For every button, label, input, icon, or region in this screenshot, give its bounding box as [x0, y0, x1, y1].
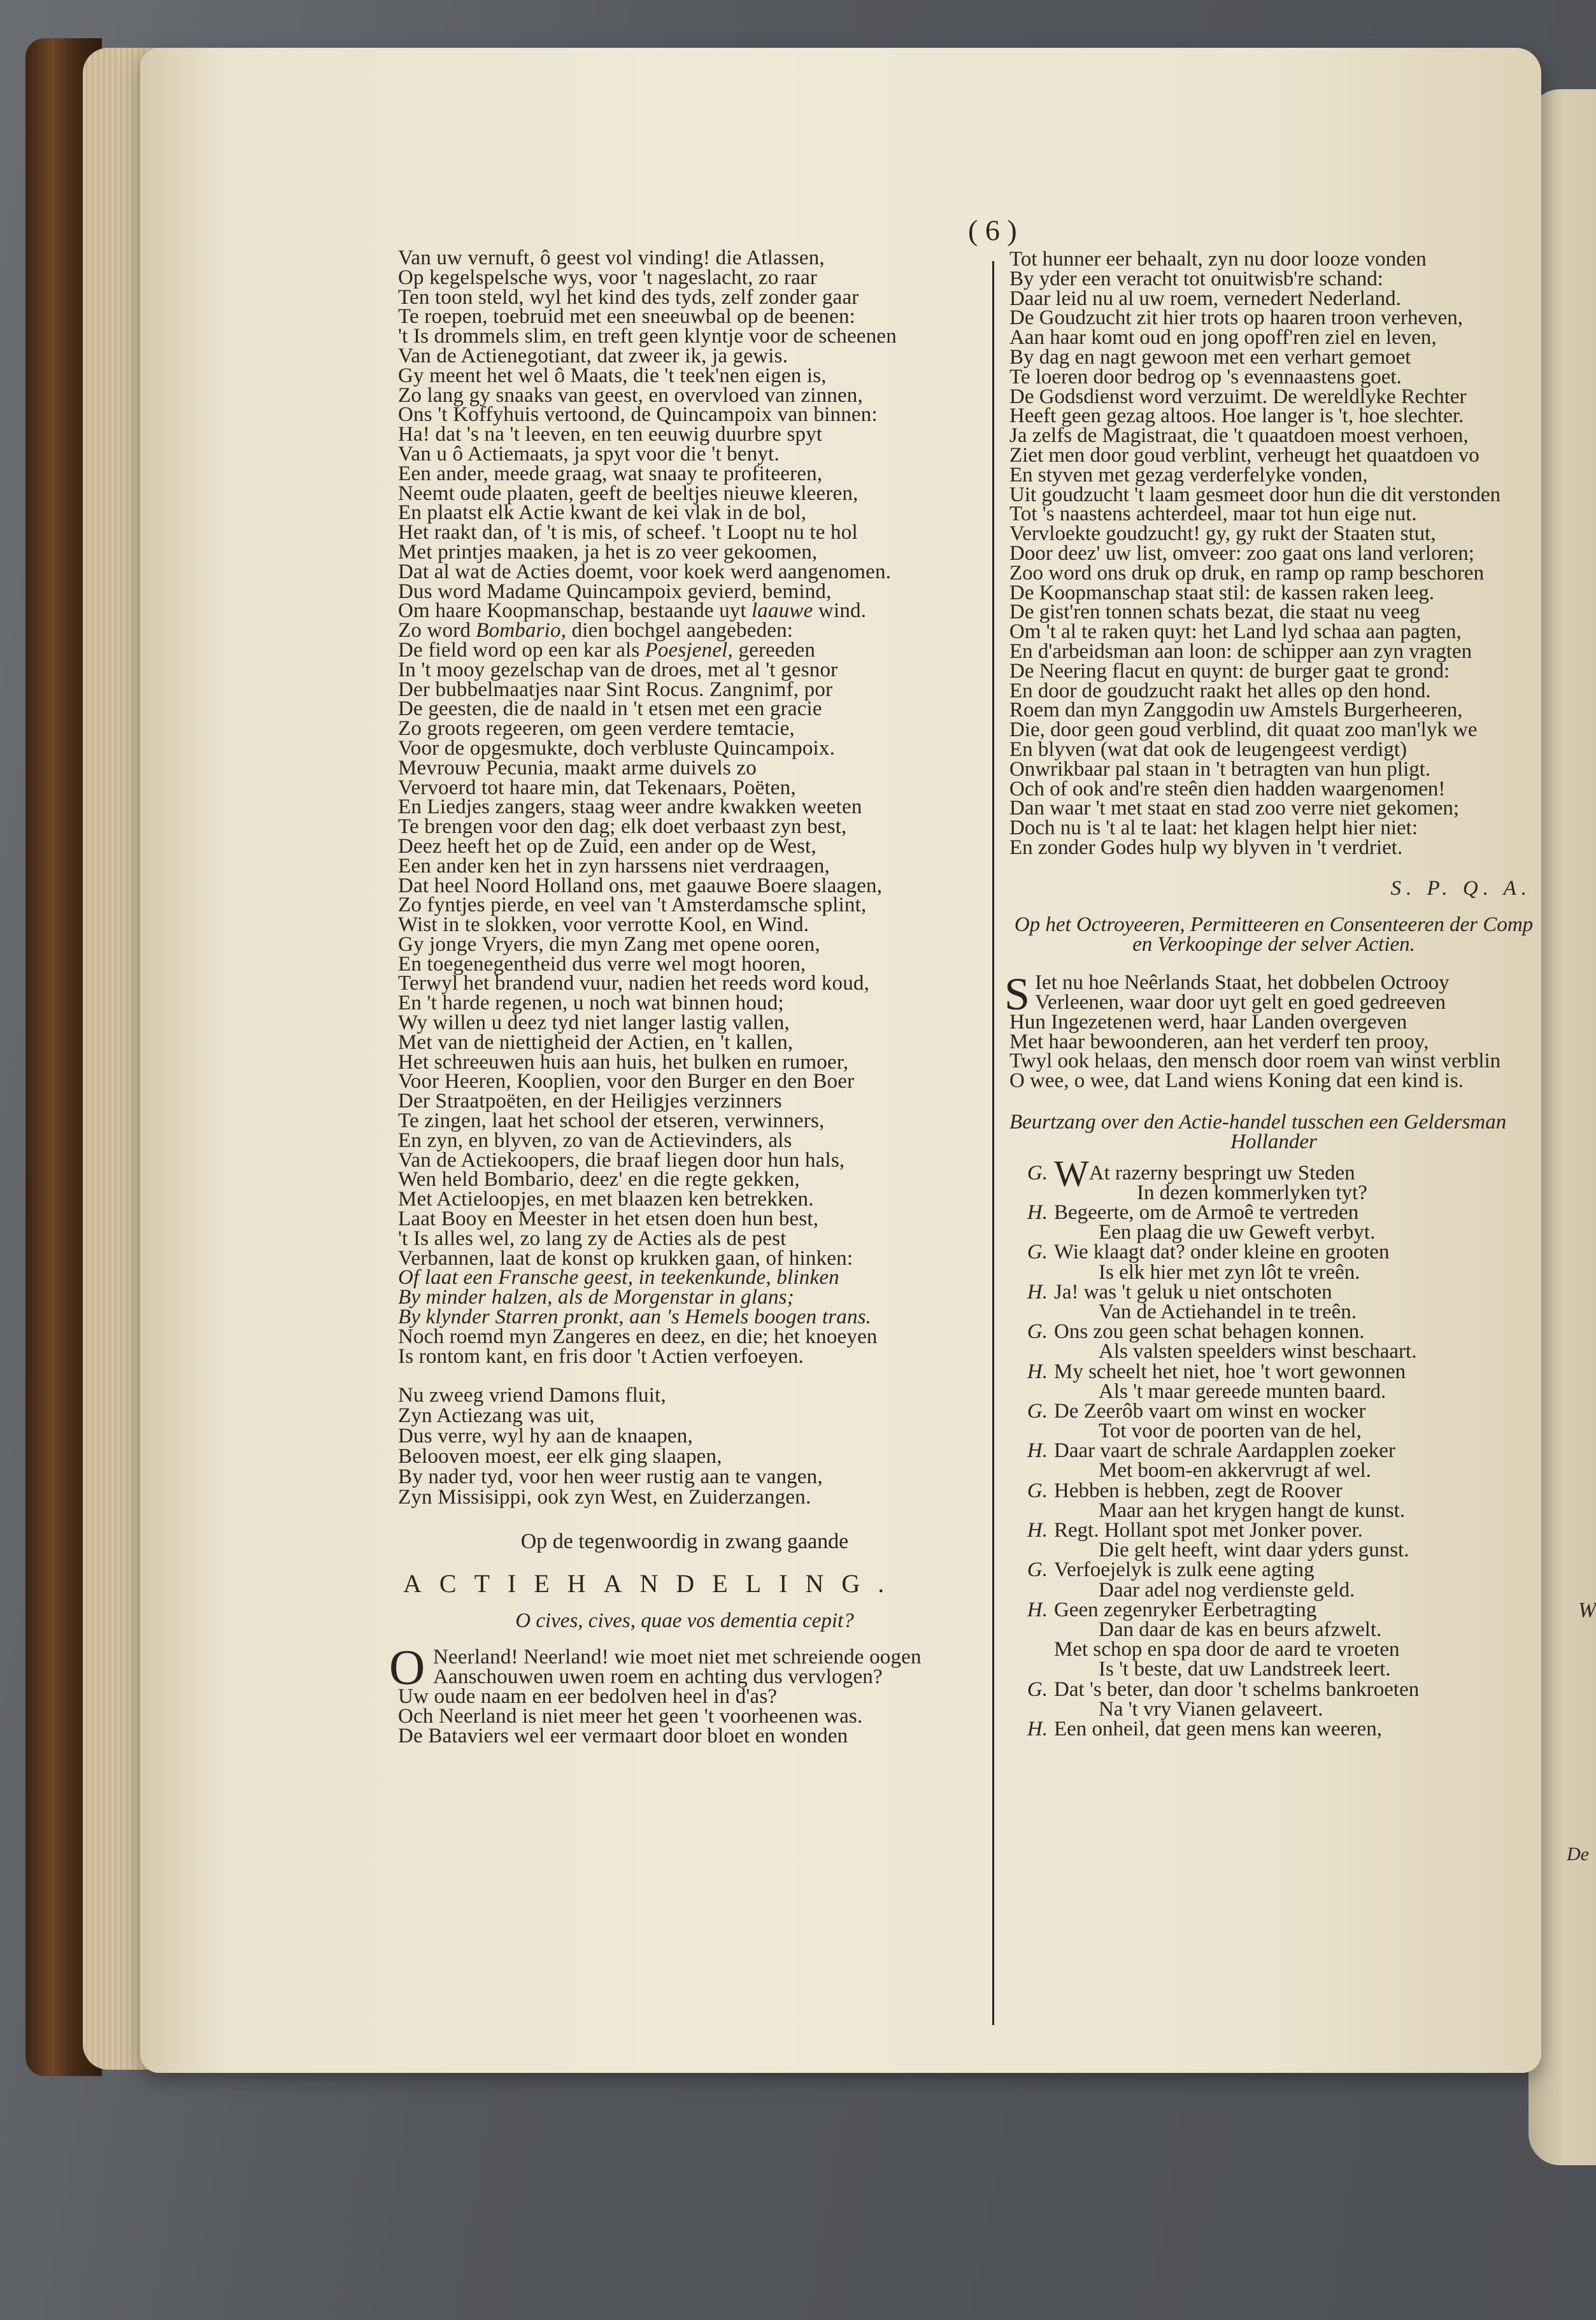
verse-line: De Goudzucht zit hier trots op haaren troon verheven, — [1009, 306, 1463, 330]
page-number: ( 6 ) — [968, 214, 1017, 246]
dialog-line — [1009, 1342, 1538, 1362]
heading-line: Beurtzang over den Actie-handel tusschen een Geldersman — [1009, 1111, 1507, 1134]
verse-line: Te brengen voor den dag; elk doet verbaast zyn best, — [398, 815, 847, 839]
dialog-text: Als 't maar gereede munten baard. — [1099, 1379, 1386, 1403]
dialog-line — [1009, 1719, 1538, 1739]
verse-line: Van de Actienegotiant, dat zweer ik, ja gewis. — [398, 344, 788, 367]
dialog-line — [1009, 1362, 1538, 1382]
verse-line: Onwrikbaar pal staan in 't betragten van hun pligt. — [1009, 757, 1431, 781]
next-page-fragment-w: W — [1578, 1598, 1596, 1622]
dialog-text: Geen zegenryker Eerbetragting — [1054, 1598, 1317, 1621]
verse-line: Met van de niettigheid der Actien, en 't kallen, — [398, 1030, 794, 1054]
verse-text: De field word op een kar als — [398, 638, 640, 662]
dialog-line — [1009, 1560, 1538, 1580]
heading-line: Hollander — [1230, 1130, 1317, 1153]
verse-line: Gy jonge Vryers, die myn Zang met opene ooren, — [398, 932, 820, 956]
verse-line: Van u ô Actiemaats, ja spyt voor die 't benyt. — [398, 442, 780, 466]
verse-line: Dat heel Noord Holland ons, met gaauwe Boere slaagen, — [398, 874, 883, 897]
octrooi-heading — [1009, 915, 1538, 955]
verse-line: En 't harde regenen, u noch wat binnen houd; — [398, 992, 784, 1015]
verse-line: Och of ook and're steên dien hadden waargenomen! — [1009, 777, 1446, 801]
verse-line: Ha! dat 's na 't leeven, en ten eeuwig duurbre spyt — [398, 423, 823, 446]
dialog-text: Ja! was 't geluk u niet ontschoten — [1054, 1280, 1332, 1304]
verse-line: Een ander ken het in zyn harssens niet verdraagen, — [398, 854, 830, 878]
verse-line: Hun Ingezetenen werd, haar Landen overgeven — [1009, 1010, 1407, 1034]
verse-line: De geesten, die de naald in 't etsen met een gracie — [398, 697, 822, 721]
dialog-line — [1009, 1223, 1538, 1242]
dialog-text: Ons zou geen schat behagen konnen. — [1054, 1320, 1365, 1344]
verse-line: Van de Actiekoopers, die braaf liegen door hun hals, — [398, 1148, 845, 1172]
dialog-line — [1009, 1183, 1538, 1203]
beurtzang-dialog — [1009, 1152, 1538, 1740]
verse-line: Roem dan myn Zanggodin uw Amstels Burgerheeren, — [1009, 699, 1463, 722]
verse-line: Wen held Bombario, deez' en die regte gekken, — [398, 1168, 800, 1192]
dialog-text: Met schop en spa door de aard te vroeten — [1054, 1638, 1400, 1662]
verse-line: En door de goudzucht raakt het alles op den hond. — [1009, 679, 1431, 702]
speaker-label: G. — [1027, 1320, 1048, 1344]
verse-line: 't Is alles wel, zo lang zy de Acties als de pest — [398, 1227, 787, 1250]
dialog-text: In dezen kommerlyken tyt? — [1137, 1181, 1367, 1204]
verse-line: Zyn Actiezang was uit, — [398, 1404, 595, 1428]
column-divider — [992, 261, 994, 2025]
verse-line: Voor Heeren, Kooplien, voor den Burger en den Boer — [398, 1070, 855, 1093]
verse-text: dien bochgel aangebeden: — [566, 619, 794, 643]
drop-cap-w: W — [1054, 1152, 1089, 1194]
latin-motto: O cives, cives, quae vos dementia cepit? — [515, 1609, 854, 1633]
beurtzang-heading — [1009, 1113, 1538, 1152]
dialog-text: De Zeerôb vaart om winst en wocker — [1054, 1399, 1366, 1423]
verse-line: Vervoerd tot haare min, dat Tekenaars, Poëten, — [398, 776, 796, 799]
speaker-label: G. — [1027, 1399, 1048, 1423]
dialog-text: Een onheil, dat geen mens kan weeren, — [1054, 1717, 1382, 1740]
verse-line — [398, 638, 971, 662]
dialog-line — [1009, 1600, 1538, 1620]
verse-line: By yder een veracht tot onuitwisb're schand: — [1009, 267, 1383, 290]
drop-cap-s: S — [1004, 969, 1030, 1020]
verse-line: Laat Booy en Meester in het etsen doen hun best, — [398, 1207, 819, 1231]
dialog-line — [1009, 1640, 1538, 1660]
dialog-line — [1009, 1660, 1538, 1679]
verse-line: Heeft geen gezag altoos. Hoe langer is 't, hoe slechter. — [1009, 404, 1464, 428]
dialog-line — [1009, 1322, 1538, 1342]
dialog-text: Verfoejelyk is zulk eene agting — [1054, 1558, 1315, 1582]
verse-line: Ziet men door goud verblint, verheugt het quaatdoen vo — [1009, 443, 1479, 467]
verse-line: Een ander, meede graag, wat snaay te profiteeren, — [398, 462, 823, 485]
dialog-line — [1009, 1399, 1538, 1423]
verse-line: In 't mooy gezelschap van de droes, met al 't gesnor — [398, 658, 838, 681]
verse-line: Ja zelfs de Magistraat, die 't quaatdoen moest verhoen, — [1009, 424, 1469, 448]
speaker-label: H. — [1027, 1439, 1048, 1463]
signature-spqa: S. P. Q. A. — [1390, 876, 1532, 900]
dialog-text: Tot voor de poorten van de hel, — [1099, 1420, 1362, 1443]
verse-line: Dus word Madame Quincampoix gevierd, bemind, — [398, 580, 832, 603]
dialog-line — [1009, 1421, 1538, 1441]
verse-line: Dat al wat de Acties doemt, voor koek werd aangenomen. — [398, 560, 892, 583]
octrooi-poem — [1004, 969, 1538, 1093]
verse-line: De gist'ren tonnen schats bezat, die staat nu veeg — [1009, 601, 1420, 624]
dialog-text: Regt. Hollant spot met Jonker pover. — [1054, 1519, 1363, 1542]
dialog-line — [1009, 1521, 1538, 1541]
dialog-line — [1009, 1541, 1538, 1560]
verse-line: Der bubbelmaatjes naar Sint Rocus. Zangnimf, por — [398, 678, 833, 701]
dialog-line — [1009, 1578, 1538, 1602]
verse-line: Wy willen u deez tyd niet langer lastig vallen, — [398, 1011, 790, 1035]
verse-line: Ons 't Koffyhuis vertoond, de Quincampoix van binnen: — [398, 403, 878, 427]
dialog-text: Daar vaart de schrale Aardapplen zoeker — [1054, 1439, 1395, 1463]
speaker-label: G. — [1027, 1241, 1048, 1264]
verse-text: gereeden — [733, 638, 816, 662]
verse-line: Doch nu is 't al te laat: het klagen helpt hier niet: — [1009, 816, 1418, 840]
verse-line: Tot 's naastens achterdeel, maar tot hun eige nut. — [1009, 502, 1417, 526]
verse-line: Aanschouwen uwen roem en achting dus vervlogen? — [433, 1665, 883, 1689]
verse-line: En zonder Godes hulp wy blyven in 't verdriet. — [1009, 836, 1403, 859]
verse-line: Van uw vernuft, ô geest vol vinding! die Atlassen, — [398, 246, 825, 269]
verse-line: Dus verre, wyl hy aan de knaapen, — [398, 1425, 693, 1448]
verse-line: Ten toon steld, wyl het kind des tyds, zelf zonder gaar — [398, 285, 859, 309]
dialog-line — [1009, 1242, 1538, 1262]
speaker-label: H. — [1027, 1201, 1048, 1225]
dialog-line — [1009, 1379, 1538, 1403]
dialog-line — [1009, 1498, 1538, 1522]
verse-line: Het schreeuwen huis aan huis, het bulken en rumoer, — [398, 1050, 849, 1074]
dialog-text: My scheelt het niet, hoe 't wort gewonnen — [1054, 1360, 1406, 1383]
dialog-text: Dan daar de kas en beurs afzwelt. — [1099, 1618, 1382, 1641]
dialog-line — [1009, 1441, 1538, 1461]
verse-line: Zoo word ons druk op druk, en ramp op ramp beschoren — [1009, 561, 1485, 585]
verse-text: Om haare Koopmanschap, bestaande uyt — [398, 599, 746, 623]
damon-stanza — [398, 1385, 971, 1507]
verse-line: Om 't al te raken quyt: het Land lyd schaa aan pagten, — [1009, 620, 1462, 644]
verse-line: Die, door geen goud verblind, dit quaat zoo man'lyk we — [1009, 718, 1478, 742]
speaker-label: H. — [1027, 1598, 1048, 1621]
verse-line: By nader tyd, voor hen weer rustig aan te vangen, — [398, 1465, 823, 1489]
dialog-text: Daar adel nog verdienste geld. — [1099, 1578, 1355, 1602]
dialog-text: At razerny bespringt uw Steden — [1088, 1161, 1355, 1185]
verse-line: By minder halzen, als de Morgenstar in glans; — [398, 1286, 794, 1309]
verse-line: Te zingen, laat het school der etseren, verwinners, — [398, 1109, 825, 1133]
verse-line: Het raakt dan, of 't is mis, of scheef. 't Loopt nu te hol — [398, 521, 858, 544]
verse-line: De Bataviers wel eer vermaart door bloet en wonden — [398, 1724, 848, 1747]
dialog-line — [1009, 1203, 1538, 1223]
verse-line: Zyn Missisippi, ook zyn West, en Zuiderzangen. — [398, 1486, 811, 1509]
dialog-line — [1009, 1677, 1538, 1701]
dialog-text: Van de Actiehandel in te treên. — [1099, 1300, 1357, 1323]
verse-line: En Liedjes zangers, staag weer andre kwakken weeten — [398, 795, 862, 819]
verse-line: Belooven moest, eer elk ging slaapen, — [398, 1445, 722, 1469]
dialog-line — [1009, 1481, 1538, 1501]
verse-text: Zo word — [398, 619, 471, 643]
dialog-text: Is 't beste, dat uw Landstreek leert. — [1099, 1658, 1391, 1681]
verse-line: Nu zweeg vriend Damons fluit, — [398, 1384, 666, 1407]
dialog-text: Na 't vry Vianen gelaveert. — [1099, 1697, 1323, 1721]
speaker-label: H. — [1027, 1280, 1048, 1304]
speaker-label: G. — [1027, 1677, 1048, 1701]
verse-line: De Neering flacut en quynt: de burger gaat te grond: — [1009, 659, 1450, 683]
verse-line: 't Is drommels slim, en treft geen klyntje voor de scheenen — [398, 325, 897, 348]
verse-line: En blyven (wat dat ook de leugengeest verdigt) — [1009, 737, 1407, 761]
verse-line: Door deez' uw list, omveer: zoo gaat ons land verloren; — [1009, 541, 1474, 565]
dialog-line — [1009, 1260, 1538, 1284]
verse-line: Verleenen, waar door uyt gelt en goed gedreeven — [1035, 991, 1446, 1014]
verse-line: Gy meent het wel ô Maats, die 't teek'nen eigen is, — [398, 364, 827, 387]
verse-line: Voor de opgesmukte, doch verbluste Quincampoix. — [398, 736, 836, 760]
verse-line: Met Actieloopjes, en met blaazen ken betrekken. — [398, 1188, 814, 1211]
verse-line: Twyl ook helaas, den mensch door roem van winst verblin — [1009, 1050, 1501, 1073]
italic-word: laauwe — [751, 599, 813, 623]
verse-line: Noch roemd myn Zangeres en deez, en die; het knoeyen — [398, 1325, 878, 1348]
verse-line: Wist in te slokken, voor verrotte Kool, en Wind. — [398, 913, 809, 937]
verse-line: Met haar bewoonderen, aan het verderf ten prooy, — [1009, 1030, 1429, 1053]
neerland-poem — [389, 1639, 971, 1747]
italic-word: Bombario, — [476, 619, 567, 643]
verse-line: Terwyl het brandend vuur, nadien het reeds word koud, — [398, 972, 870, 995]
verse-line: En plaatst elk Actie kwant de kei vlak in de bol, — [398, 501, 807, 525]
verse-line: Met printjes maaken, ja het is zo veer gekoomen, — [398, 540, 818, 564]
verse-line: Tot hunner eer behaalt, zyn nu door looze vonden — [1009, 248, 1427, 271]
verse-line: Te roepen, toebruid met een sneeuwbal op de beenen: — [398, 305, 856, 329]
verse-line: Zo fyntjes pierde, en veel van 't Amsterdamsche splint, — [398, 893, 867, 917]
verse-line: Verbannen, laat de konst op krukken gaan, of hinken: — [398, 1246, 853, 1270]
verse-line: Zo groots regeeren, om geen verdere temtacie, — [398, 717, 795, 741]
verse-text: wind. — [813, 599, 867, 623]
dialog-text: Hebben is hebben, zegt de Roover — [1054, 1479, 1343, 1502]
verse-line: By dag en nagt gewoon met een verhart gemoet — [1009, 345, 1411, 369]
heading-line: en Verkoopinge der selver Actien. — [1132, 932, 1415, 956]
dialog-text: Wie klaagt dat? onder kleine en grooten — [1054, 1241, 1390, 1264]
verse-line: By klynder Starren pronkt, aan 's Hemels boogen trans. — [398, 1306, 872, 1329]
dialog-text: Als valsten speelders winst beschaart. — [1099, 1340, 1417, 1363]
section-title-intro: Op de tegenwoordig in zwang gaande — [520, 1530, 849, 1554]
verse-line: Daar leid nu al uw roem, vernedert Nederland. — [1009, 287, 1401, 310]
verse-line — [398, 621, 971, 641]
drop-cap-o: O — [389, 1639, 425, 1695]
italic-word: Poesjenel, — [645, 638, 733, 662]
dialog-line — [1009, 1697, 1538, 1721]
dialog-text: Begeerte, om de Armoê te vertreden — [1054, 1201, 1359, 1225]
verse-line: Is rontom kant, en fris door 't Actien verfoeyen. — [398, 1344, 804, 1368]
verse-line: Aan haar komt oud en jong opoff'ren ziel en leven, — [1009, 326, 1437, 350]
verse-line: Neerland! Neerland! wie moet niet met schreiende oogen — [433, 1646, 922, 1669]
verse-line: Neemt oude plaaten, geeft de beeltjes nieuwe kleeren, — [398, 481, 859, 505]
verse-line: Op kegelspelsche wys, voor 't nageslacht, zo raar — [398, 266, 818, 289]
dialog-line — [1009, 1461, 1538, 1481]
speaker-label: H. — [1027, 1519, 1048, 1542]
speaker-label: G. — [1027, 1161, 1048, 1185]
dialog-line — [1009, 1280, 1538, 1304]
dialog-line — [1009, 1302, 1538, 1322]
verse-line: Zo lang gy snaaks van geest, en overvloed van zinnen, — [398, 383, 863, 407]
speaker-label: H. — [1027, 1360, 1048, 1383]
verse-line: En styven met gezag verderfelyke vonden, — [1009, 463, 1368, 487]
verse-line: Och Neerland is niet meer het geen 't voorheenen was. — [398, 1704, 863, 1728]
verse-line: En zyn, en blyven, zo van de Actievinders, als — [398, 1128, 792, 1152]
verse-line: Te loeren door bedrog op 's evennaastens goet. — [1009, 365, 1402, 388]
verse-line: Der Straatpoëten, en der Heiligjes verzinners — [398, 1090, 782, 1113]
verse-line: Vervloekte goudzucht! gy, gy rukt der Staaten stut, — [1009, 522, 1436, 546]
left-column — [389, 246, 971, 1747]
dialog-text: Een plaag die uw Geweft verbyt. — [1099, 1221, 1376, 1244]
section-title-main: ACTIEHANDELING. — [403, 1569, 902, 1598]
verse-line: Iet nu hoe Neêrlands Staat, het dobbelen Octrooy — [1035, 971, 1450, 995]
verse-line: Uit goudzucht 't laam gesmeet door hun die dit verstonden — [1009, 483, 1501, 506]
verse-line: Uw oude naam en eer bedolven heel in d'as? — [398, 1685, 778, 1709]
heading-line: Op het Octroyeeren, Permitteeren en Consenteeren der Comp — [1014, 913, 1534, 936]
verse-line: Dan waar 't met staat en stad zoo verre niet gekomen; — [1009, 797, 1460, 820]
verse-line — [398, 601, 971, 621]
speaker-label: H. — [1027, 1717, 1048, 1740]
dialog-text: Die gelt heeft, wint daar yders gunst. — [1099, 1539, 1409, 1562]
dialog-text: Maar aan het krygen hangt de kunst. — [1099, 1498, 1406, 1522]
verse-line: De Godsdienst word verzuimt. De wereldlyke Rechter — [1009, 385, 1467, 408]
verse-line: Deez heeft het op de Zuid, een ander op de West, — [398, 834, 816, 858]
speaker-label: G. — [1027, 1479, 1048, 1502]
dialog-text: Met boom-en akkervrugt af wel. — [1099, 1459, 1371, 1483]
speaker-label: G. — [1027, 1558, 1048, 1582]
verse-line: En toegenegentheid dus verre wel mogt hooren, — [398, 952, 806, 976]
right-column — [1004, 248, 1538, 1740]
verse-line: O wee, o wee, dat Land wiens Koning dat een kind is. — [1009, 1069, 1464, 1093]
dialog-line — [1009, 1620, 1538, 1640]
verse-line: Mevrouw Pecunia, maakt arme duivels zo — [398, 756, 757, 779]
verse-line: En d'arbeidsman aan loon: de schipper aan zyn vragten — [1009, 639, 1472, 663]
dialog-text: Is elk hier met zyn lôt te vreên. — [1099, 1260, 1360, 1284]
next-page-fragment-de: De — [1567, 1844, 1589, 1865]
verse-line: De Koopmanschap staat stil: de kassen raken leeg. — [1009, 581, 1435, 604]
dialog-text: Dat 's beter, dan door 't schelms bankroeten — [1054, 1677, 1420, 1701]
verse-line: Of laat een Fransche geest, in teekenkunde, blinken — [398, 1266, 839, 1290]
